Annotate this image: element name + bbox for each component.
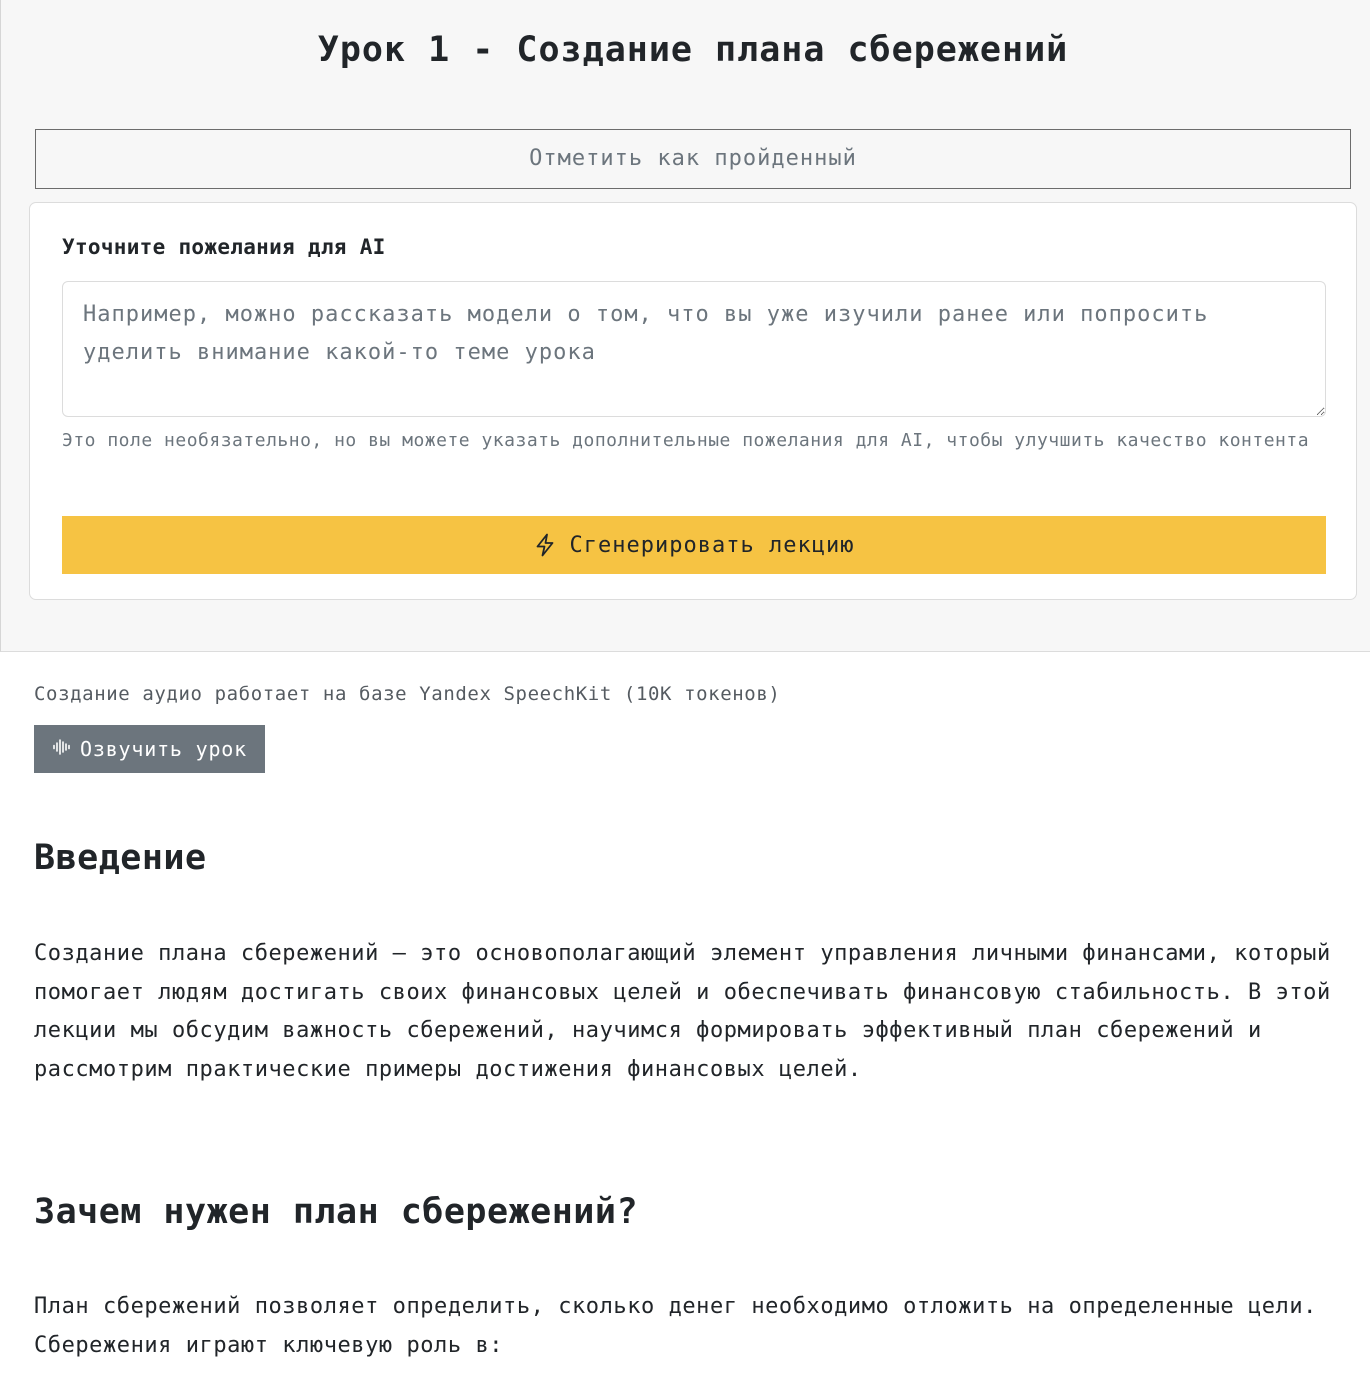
why-savings-plan-paragraph: План сбережений позволяет определить, сколько денег необходимо отложить на определенные цели. Сбережения играют ключевую роль в: [34, 1294, 1317, 1358]
ai-preferences-label: Уточните пожелания для AI [62, 235, 386, 259]
audio-waveform-icon [52, 737, 72, 762]
mark-as-completed-button[interactable]: Отметить как пройденный [35, 129, 1351, 189]
lesson-header-section [0, 0, 1370, 652]
why-savings-plan-heading: Зачем нужен план сбережений? [34, 1192, 639, 1232]
lesson-title: Урок 1 - Создание плана сбережений [317, 30, 1069, 70]
intro-heading: Введение [34, 838, 207, 878]
ai-preferences-card [29, 202, 1357, 600]
voice-lesson-label: Озвучить урок [80, 737, 247, 761]
audio-provider-note: Создание аудио работает на базе Yandex SpeechKit (10К токенов) [34, 683, 781, 705]
intro-paragraph: Создание плана сбережений — это основополагающий элемент управления личными финансами, который помогает людям достигать своих финансовых целей и обеспечивать финансовую стабильность. В этой лекции мы обсудим важность сбережений, научимся формировать эффективный план сбережений и рассмотрим практические примеры достижения финансовых целей. [34, 941, 1331, 1082]
ai-preferences-help-text: Это поле необязательно, но вы можете указать дополнительные пожелания для AI, чтобы улучшить качество контента [62, 430, 1310, 451]
voice-lesson-button[interactable] [34, 725, 265, 773]
generate-lecture-button[interactable] [62, 516, 1326, 574]
generate-lecture-label: Сгенерировать лекцию [569, 532, 855, 558]
lightning-icon [534, 533, 556, 557]
ai-preferences-input[interactable] [62, 281, 1326, 417]
